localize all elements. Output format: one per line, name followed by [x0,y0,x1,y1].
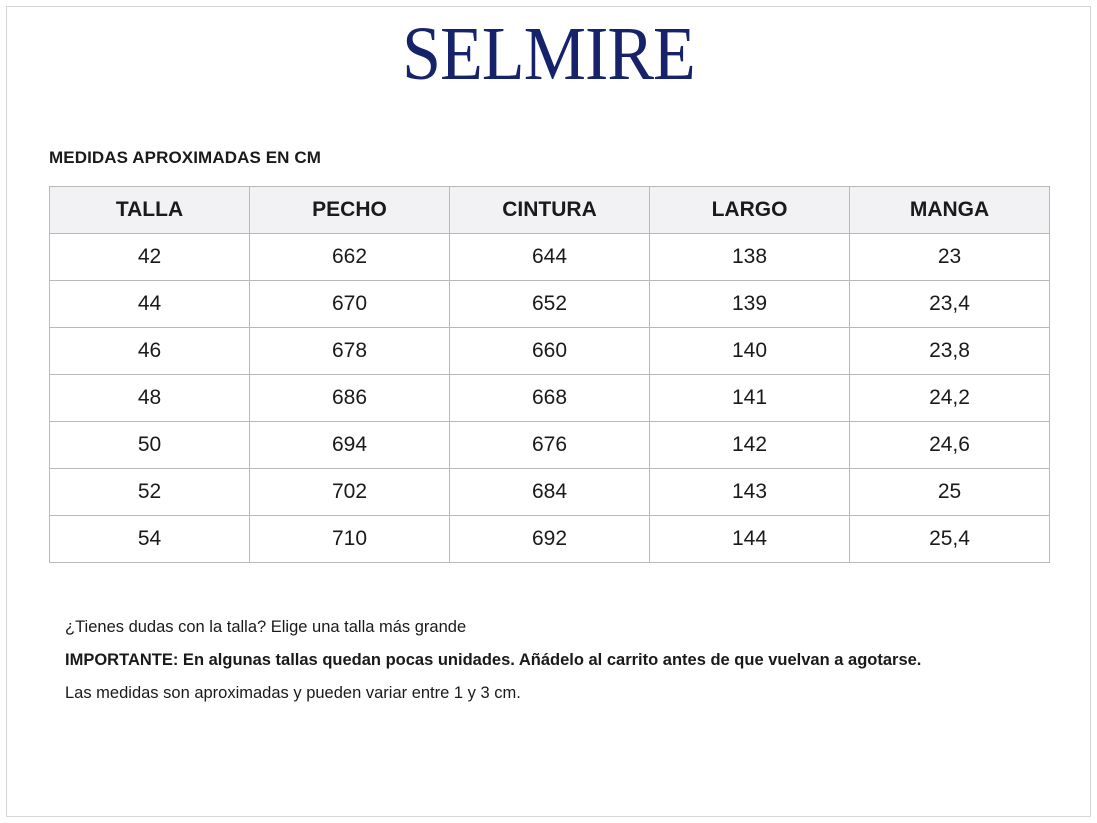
cell-manga: 25 [850,469,1050,516]
table-row [50,234,1050,281]
cell-cintura: 692 [450,516,650,563]
cell-largo: 141 [650,375,850,422]
note-size-doubt: ¿Tienes dudas con la talla? Elige una talla más grande [65,618,467,636]
cell-talla: 46 [50,328,250,375]
note-approx-measures: Las medidas son aproximadas y pueden variar entre 1 y 3 cm. [65,684,521,702]
cell-manga: 25,4 [850,516,1050,563]
cell-manga: 23 [850,234,1050,281]
table-row [50,281,1050,328]
cell-talla: 50 [50,422,250,469]
cell-largo: 140 [650,328,850,375]
cell-manga: 23,4 [850,281,1050,328]
notes-block [65,618,921,717]
cell-talla: 52 [50,469,250,516]
cell-cintura: 652 [450,281,650,328]
table-row [50,328,1050,375]
table-header-row [50,187,1050,234]
cell-manga: 24,2 [850,375,1050,422]
note-important: IMPORTANTE: En algunas tallas quedan pocas unidades. Añádelo al carrito antes de que vuelvan a agotarse. [65,651,922,669]
column-header-largo: LARGO [650,187,850,234]
cell-largo: 143 [650,469,850,516]
cell-pecho: 670 [250,281,450,328]
cell-manga: 23,8 [850,328,1050,375]
section-title: MEDIDAS APROXIMADAS EN CM [49,148,321,167]
cell-largo: 142 [650,422,850,469]
table-row [50,469,1050,516]
cell-pecho: 702 [250,469,450,516]
cell-largo: 139 [650,281,850,328]
cell-talla: 48 [50,375,250,422]
table-row [50,516,1050,563]
cell-pecho: 678 [250,328,450,375]
cell-cintura: 684 [450,469,650,516]
cell-largo: 144 [650,516,850,563]
column-header-pecho: PECHO [250,187,450,234]
cell-talla: 44 [50,281,250,328]
column-header-manga: MANGA [850,187,1050,234]
cell-pecho: 662 [250,234,450,281]
cell-pecho: 686 [250,375,450,422]
table-row [50,422,1050,469]
cell-largo: 138 [650,234,850,281]
size-table [49,186,1050,563]
column-header-cintura: CINTURA [450,187,650,234]
cell-talla: 54 [50,516,250,563]
table-row [50,375,1050,422]
cell-cintura: 660 [450,328,650,375]
cell-cintura: 644 [450,234,650,281]
cell-cintura: 676 [450,422,650,469]
column-header-talla: TALLA [50,187,250,234]
cell-talla: 42 [50,234,250,281]
cell-cintura: 668 [450,375,650,422]
cell-manga: 24,6 [850,422,1050,469]
cell-pecho: 694 [250,422,450,469]
cell-pecho: 710 [250,516,450,563]
brand-logo: SELMIRE [402,12,695,96]
